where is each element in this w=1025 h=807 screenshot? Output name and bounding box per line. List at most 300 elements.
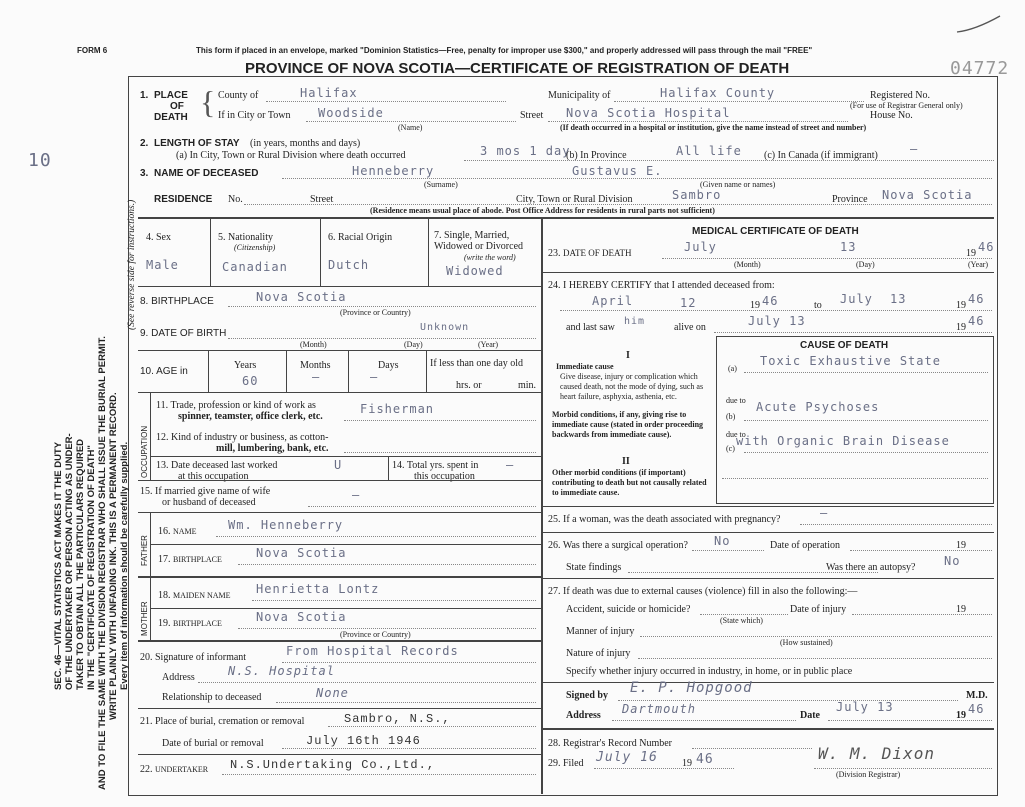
informant-rel-line	[276, 702, 536, 703]
dob-month: (Month)	[300, 340, 327, 349]
nature-label: Nature of injury	[566, 648, 631, 659]
death-date-label	[548, 248, 632, 259]
mail-notice: This form if placed in an envelope, marked "Dominion Statistics—Free, penalty for improper use $300," and properly addressed will pass through the mail "FREE"	[196, 46, 813, 55]
findings-label: State findings	[566, 562, 622, 573]
stay-note: (in years, months and days)	[250, 138, 361, 149]
alive-on-line	[714, 332, 992, 333]
filed-year: 46	[696, 752, 714, 767]
filed-line	[594, 768, 734, 769]
death-date-label-text: DATE OF DEATH	[563, 248, 632, 258]
total-years-label-2: this occupation	[414, 471, 475, 482]
residence-division-label: City, Town or Rural Division	[516, 194, 633, 205]
mother-name-num: 18.	[158, 590, 171, 601]
industry-label	[156, 432, 329, 454]
grid-line	[150, 544, 541, 545]
last-worked-num: 13.	[156, 460, 169, 471]
industry-label-1: Kind of industry or business, as cotton-	[171, 432, 329, 443]
sign-date: July 13	[836, 700, 894, 714]
municipality-label: Municipality of	[548, 90, 611, 101]
death-date-line	[662, 258, 992, 259]
side-notice-5: AND TO FILE THE SAME WITH THE DIVISION REGISTRAR WHO SHALL ISSUE THE BURIAL PERMIT.	[97, 336, 108, 790]
attend-to-month: July	[840, 292, 873, 306]
burial-value: Sambro, N.S.,	[344, 712, 451, 726]
grid-line	[150, 456, 541, 457]
mother-name: Henrietta Lontz	[256, 582, 380, 596]
surname-value: Henneberry	[352, 164, 435, 178]
grid-line	[348, 350, 349, 392]
residence-line	[244, 204, 992, 205]
deceased-line	[282, 178, 992, 179]
father-name: Wm. Henneberry	[228, 518, 344, 532]
dob-value: Unknown	[420, 322, 470, 333]
operation-year-prefix: 19	[956, 540, 966, 551]
undertaker-num: 22.	[140, 764, 153, 775]
other-label: Other morbid conditions (if important) contributing to death but not causally related to immediate cause.	[552, 468, 707, 497]
sign-date-label: Date	[800, 710, 820, 721]
racial-label	[328, 232, 392, 243]
dob-line	[228, 338, 536, 339]
death-year: 46	[978, 240, 995, 254]
death-day-note: (Day)	[856, 260, 875, 269]
grid-line	[541, 578, 994, 579]
grid-line	[138, 286, 541, 287]
brace: {	[200, 84, 216, 120]
last-worked-label	[156, 460, 277, 482]
birthplace-label-text: BIRTHPLACE	[151, 296, 214, 307]
mother-bp-num: 19.	[158, 618, 171, 629]
stay-b-label: (b) In Province	[566, 150, 627, 161]
registrar-note: (For use of Registrar General only)	[850, 101, 963, 110]
city-label: If in City or Town	[218, 110, 291, 121]
registrar-signature-line	[814, 768, 992, 769]
racial-label-text: Racial Origin	[338, 232, 393, 243]
father-name-line	[216, 536, 536, 537]
nationality-note: (Citizenship)	[234, 243, 276, 252]
grid-line	[138, 480, 541, 481]
serial-number: 04772	[950, 58, 1010, 79]
nationality-value: Canadian	[222, 260, 288, 274]
father-bp: Nova Scotia	[256, 546, 347, 560]
cause-c-value: with Organic Brain Disease	[736, 434, 950, 448]
trade-label-2: spinner, teamster, office clerk, etc.	[178, 411, 323, 422]
due-to-b: due to	[726, 430, 746, 439]
undertaker-value: N.S.Undertaking Co.,Ltd.,	[230, 758, 436, 772]
injury-date-label: Date of injury	[790, 604, 847, 615]
sign-date-line	[828, 720, 992, 721]
marital-value: Widowed	[446, 264, 504, 278]
filed-value: July 16	[596, 750, 658, 765]
grid-line	[150, 608, 541, 609]
side-notice-1: SEC. 46—VITAL STATISTICS ACT MAKES IT THE DUTY	[53, 441, 64, 690]
due-to-a: due to	[726, 396, 746, 405]
grid-line	[541, 728, 994, 730]
medical-heading: MEDICAL CERTIFICATE OF DEATH	[692, 226, 859, 237]
record-num: 28.	[548, 738, 561, 749]
corner-checkmark	[955, 10, 1005, 40]
certify-line	[560, 310, 992, 311]
death-year-prefix: 19	[966, 248, 976, 259]
record-line	[692, 748, 812, 749]
q25-line	[800, 524, 992, 525]
father-name-num: 16.	[158, 526, 171, 537]
city-value: Woodside	[318, 106, 384, 120]
q26-value: No	[714, 534, 731, 548]
total-years-value: –	[506, 458, 515, 472]
informant-rel-label: Relationship to deceased	[162, 692, 262, 703]
grid-line	[208, 350, 209, 392]
attend-from-year: 46	[762, 294, 779, 308]
grid-line	[426, 350, 427, 392]
death-year-note: (Year)	[968, 260, 989, 269]
grid-line	[541, 506, 994, 507]
attend-from-month: April	[592, 294, 634, 308]
industry-line	[344, 452, 536, 453]
grid-line	[138, 392, 541, 393]
grid-line	[388, 456, 389, 480]
grid-line	[541, 682, 994, 683]
grid-line	[210, 218, 211, 286]
informant-rel: None	[316, 686, 349, 700]
cause-a-line	[744, 372, 988, 373]
residence-province: Nova Scotia	[882, 188, 973, 202]
cause-b-value: Acute Psychoses	[756, 400, 880, 414]
last-saw-label: and last saw	[566, 322, 615, 333]
sign-year: 46	[968, 702, 985, 716]
nationality-num: 5.	[218, 232, 226, 243]
signed-value: E. P. Hopgood	[630, 680, 753, 696]
trade-line	[344, 420, 536, 421]
spouse-num: 15.	[140, 486, 153, 497]
age-hrs: hrs. or	[456, 380, 482, 391]
last-saw-him: him	[624, 316, 646, 327]
grid-line	[541, 532, 994, 533]
alive-on-date: July 13	[748, 314, 806, 328]
burial-date: July 16th 1946	[306, 734, 421, 748]
attend-to-day: 13	[890, 292, 907, 306]
trade-label-1: Trade, profession or kind of work as	[170, 400, 316, 411]
margin-note: 10	[28, 150, 52, 171]
place-label: PLACE	[154, 90, 188, 101]
mother-bp-label-text: BIRTHPLACE	[173, 619, 222, 628]
filed-label	[548, 758, 584, 769]
death-month: July	[684, 240, 717, 254]
county-value: Halifax	[300, 86, 358, 100]
grid-line	[138, 512, 541, 513]
sex-label-text: Sex	[156, 232, 171, 243]
filed-num: 29.	[548, 758, 561, 769]
death-day: 13	[840, 240, 857, 254]
trade-label	[156, 400, 323, 422]
nationality-label	[218, 232, 273, 243]
county-line	[266, 101, 506, 102]
marital-num: 7.	[434, 230, 442, 241]
informant-addr: N.S. Hospital	[228, 664, 335, 678]
age-years: 60	[242, 374, 259, 388]
certify-label	[548, 280, 775, 291]
industry-num: 12.	[156, 432, 169, 443]
residence-note: (Residence means usual place of abode. Post Office Address for residents in rural parts not sufficient)	[370, 206, 715, 215]
last-worked-value: U	[334, 458, 343, 472]
stay-c-label: (c) In Canada (if immigrant)	[764, 150, 878, 161]
page-title: PROVINCE OF NOVA SCOTIA—CERTIFICATE OF REGISTRATION OF DEATH	[245, 60, 790, 77]
q27-label-text: If death was due to external causes (violence) fill in also the following:—	[563, 586, 858, 597]
nature-line	[638, 658, 992, 659]
father-bp-num: 17.	[158, 554, 171, 565]
grid-line	[138, 576, 541, 578]
stay-a-value: 3 mos 1 day	[480, 144, 571, 158]
immediate-label: Immediate cause	[556, 362, 614, 371]
informant-sig-label-text: Signature of informant	[155, 652, 247, 663]
total-years-label-1: Total yrs. spent in	[406, 460, 479, 471]
alive-on-label: alive on	[674, 322, 706, 333]
informant-num: 20.	[140, 652, 153, 663]
birthplace-num: 8.	[140, 296, 149, 307]
sign-year-prefix: 19	[956, 710, 966, 721]
spouse-label	[140, 486, 270, 508]
age-days: –	[370, 370, 379, 384]
immediate-note: Give disease, injury or complication which caused death, not the mode of dying, such as heart failure, asphyxia, asthenia, etc.	[560, 372, 704, 401]
side-notice-6: WRITE PLAINLY WITH UNFADING INK. THIS IS A PERMANENT RECORD.	[108, 392, 119, 720]
burial-num: 21.	[140, 716, 153, 727]
mother-side-label: MOTHER	[140, 601, 149, 636]
q27-label	[548, 586, 857, 597]
last-worked-label-1: Date deceased last worked	[171, 460, 278, 471]
undertaker-label	[140, 764, 208, 775]
grid-line	[286, 350, 287, 392]
county-label: County of	[218, 90, 259, 101]
birthplace-line	[228, 306, 536, 307]
q25-label	[548, 514, 780, 525]
undertaker-line	[222, 774, 536, 775]
grid-line	[138, 754, 541, 755]
residence-no-label: No.	[228, 194, 243, 205]
how-sustained-note: (How sustained)	[780, 638, 833, 647]
certify-label-text: I HEREBY CERTIFY that I attended deceased from:	[563, 280, 775, 291]
q25-value: —	[820, 506, 829, 520]
father-side-label: FATHER	[140, 535, 149, 566]
marital-label-2: Widowed or Divorced	[434, 241, 524, 252]
mother-bp-label	[158, 618, 222, 629]
surname-note: (Surname)	[424, 180, 458, 189]
attend-to-year-prefix: 19	[956, 300, 966, 311]
age-less-label: If less than one day old	[430, 358, 524, 369]
mother-bp-note: (Province or Country)	[340, 630, 411, 639]
given-note: (Given name or names)	[700, 180, 776, 189]
q26-num: 26.	[548, 540, 561, 551]
father-name-label	[158, 526, 197, 537]
residence-province-label: Province	[832, 194, 868, 205]
total-years-label	[392, 460, 478, 482]
informant-addr-line	[198, 682, 536, 683]
trade-value: Fisherman	[360, 402, 435, 416]
record-label-text: Registrar's Record Number	[563, 738, 672, 749]
municipality-line	[614, 101, 864, 102]
occupation-side-label: OCCUPATION	[140, 425, 149, 478]
roman-one: I	[626, 350, 630, 361]
cause-a-value: Toxic Exhaustive State	[760, 354, 941, 368]
total-years-num: 14.	[392, 460, 405, 471]
street-line	[548, 121, 848, 122]
certify-num: 24.	[548, 280, 561, 291]
morbid-label: Morbid conditions, if any, giving rise to immediate cause (stated in order proceeding backwards from immediate cause).	[552, 410, 704, 439]
given-value: Gustavus E.	[572, 164, 663, 178]
father-bp-line	[238, 564, 536, 565]
burial-label-text: Place of burial, cremation or removal	[155, 716, 305, 727]
attend-to-label: to	[814, 300, 822, 311]
signed-line	[618, 700, 958, 701]
cause-a-label: (a)	[728, 364, 737, 373]
record-label	[548, 738, 672, 749]
sex-label	[146, 232, 171, 243]
alive-on-year: 46	[968, 314, 985, 328]
birthplace-note: (Province or Country)	[340, 308, 411, 317]
registered-label: Registered No.	[870, 90, 930, 101]
q2-number: 2.	[140, 138, 149, 149]
q25-num: 25.	[548, 514, 561, 525]
last-worked-label-2: at this occupation	[178, 471, 249, 482]
age-months: –	[312, 370, 321, 384]
street-value: Nova Scotia Hospital	[566, 106, 731, 120]
cause-c-label: (c)	[726, 444, 735, 453]
marital-label-1: Single, Married,	[444, 230, 510, 241]
racial-num: 6.	[328, 232, 336, 243]
spouse-label-2: or husband of deceased	[162, 497, 256, 508]
grid-line	[320, 218, 321, 286]
spouse-value: —	[352, 488, 361, 502]
attend-to-year: 46	[968, 292, 985, 306]
cause-b-line	[744, 420, 988, 421]
burial-date-line	[282, 748, 536, 749]
q3-number: 3.	[140, 168, 149, 179]
manner-label: Manner of injury	[566, 626, 635, 637]
stay-line	[464, 160, 994, 161]
street-label: Street	[520, 110, 544, 121]
stay-b-value: All life	[676, 144, 742, 158]
address-label: Address	[566, 710, 601, 721]
birthplace-value: Nova Scotia	[256, 290, 347, 304]
roman-two: II	[622, 456, 630, 467]
autopsy-label: Was there an autopsy?	[826, 562, 916, 573]
burial-line	[328, 726, 536, 727]
manner-line	[640, 636, 992, 637]
grid-line	[138, 708, 541, 709]
q27-num: 27.	[548, 586, 561, 597]
side-notice-7: Every item of information should be carefully supplied.	[119, 441, 130, 690]
md-label: M.D.	[966, 690, 988, 701]
marital-label	[434, 230, 523, 263]
autopsy-value: No	[944, 554, 961, 568]
specify-label: Specify whether injury occurred in industry, in home, or in public place	[566, 666, 853, 677]
informant-addr-label: Address	[162, 672, 195, 683]
informant-sig-line	[282, 662, 536, 663]
age-days-label: Days	[378, 360, 399, 371]
division-registrar-note: (Division Registrar)	[836, 770, 901, 779]
spouse-label-1: If married give name of wife	[155, 486, 271, 497]
age-label-text: AGE in	[156, 366, 188, 377]
stay-c-value: —	[910, 142, 919, 156]
injury-date-line	[852, 614, 992, 615]
mother-bp-line	[238, 628, 536, 629]
dob-label-text: DATE OF BIRTH	[151, 328, 227, 339]
age-min: min.	[518, 380, 537, 391]
other-line	[722, 478, 988, 479]
racial-value: Dutch	[328, 258, 370, 272]
mother-name-line	[252, 600, 536, 601]
burial-date-label: Date of burial or removal	[162, 738, 264, 749]
city-line	[306, 121, 516, 122]
age-years-label: Years	[234, 360, 257, 371]
house-label: House No.	[870, 110, 913, 121]
attend-from-year-prefix: 19	[750, 300, 760, 311]
marital-note: (write the word)	[464, 253, 516, 262]
stay-a-label: (a) In City, Town or Rural Division where death occurred	[176, 150, 406, 161]
operation-date-label: Date of operation	[770, 540, 840, 551]
side-notice-8: (See reverse side for instructions.)	[127, 199, 137, 330]
attend-from-day: 12	[680, 296, 697, 310]
residence-street-label: Street	[310, 194, 334, 205]
stay-label: LENGTH OF STAY	[154, 138, 240, 149]
dob-year: (Year)	[478, 340, 499, 349]
filed-year-prefix: 19	[682, 758, 692, 769]
city-name-note: (Name)	[398, 123, 423, 132]
age-label	[140, 366, 188, 377]
signed-label: Signed by	[566, 690, 608, 701]
death-date-num: 23.	[548, 248, 561, 259]
grid-line	[428, 218, 429, 286]
q26-label	[548, 540, 688, 551]
residence-division: Sambro	[672, 188, 722, 202]
spouse-line	[308, 506, 536, 507]
informant-sig: From Hospital Records	[286, 644, 459, 658]
address-value: Dartmouth	[622, 702, 697, 716]
burial-label	[140, 716, 304, 727]
father-bp-label-text: BIRTHPLACE	[173, 555, 222, 564]
cause-heading: CAUSE OF DEATH	[800, 340, 889, 351]
mother-bp: Nova Scotia	[256, 610, 347, 624]
municipality-value: Halifax County	[660, 86, 776, 100]
q26-line	[692, 550, 764, 551]
q25-label-text: If a woman, was the death associated with pregnancy?	[563, 514, 781, 525]
accident-label: Accident, suicide or homicide?	[566, 604, 691, 615]
cause-c-line	[744, 452, 988, 453]
undertaker-label-text: UNDERTAKER	[155, 765, 209, 774]
grid-line	[138, 640, 541, 642]
accident-line	[700, 614, 788, 615]
trade-num: 11.	[156, 400, 169, 411]
sex-value: Male	[146, 258, 179, 272]
grid-line	[541, 272, 994, 273]
informant-sig-label	[140, 652, 246, 663]
q1-number: 1.	[140, 90, 149, 101]
grid-line	[150, 392, 151, 480]
death-label: DEATH	[154, 112, 188, 123]
operation-date-line	[850, 550, 992, 551]
dob-day: (Day)	[404, 340, 423, 349]
father-name-label-text: NAME	[173, 527, 197, 536]
injury-year-prefix: 19	[956, 604, 966, 615]
section-divider	[138, 217, 994, 219]
filed-label-text: Filed	[563, 758, 584, 769]
registrar-signature: W. M. Dixon	[818, 744, 935, 763]
residence-label: RESIDENCE	[154, 194, 213, 205]
industry-label-2: mill, lumbering, bank, etc.	[216, 443, 329, 454]
grid-line	[138, 350, 541, 351]
q26-label-text: Was there a surgical operation?	[562, 540, 688, 551]
side-notice-2: OF THE UNDERTAKER OR PERSON ACTING AS UNDER-	[64, 433, 75, 690]
address-line	[612, 720, 796, 721]
side-notice-4: IN THE "CERTIFICATE OF REGISTRATION OF DEATH"	[86, 445, 97, 690]
death-month-note: (Month)	[734, 260, 761, 269]
